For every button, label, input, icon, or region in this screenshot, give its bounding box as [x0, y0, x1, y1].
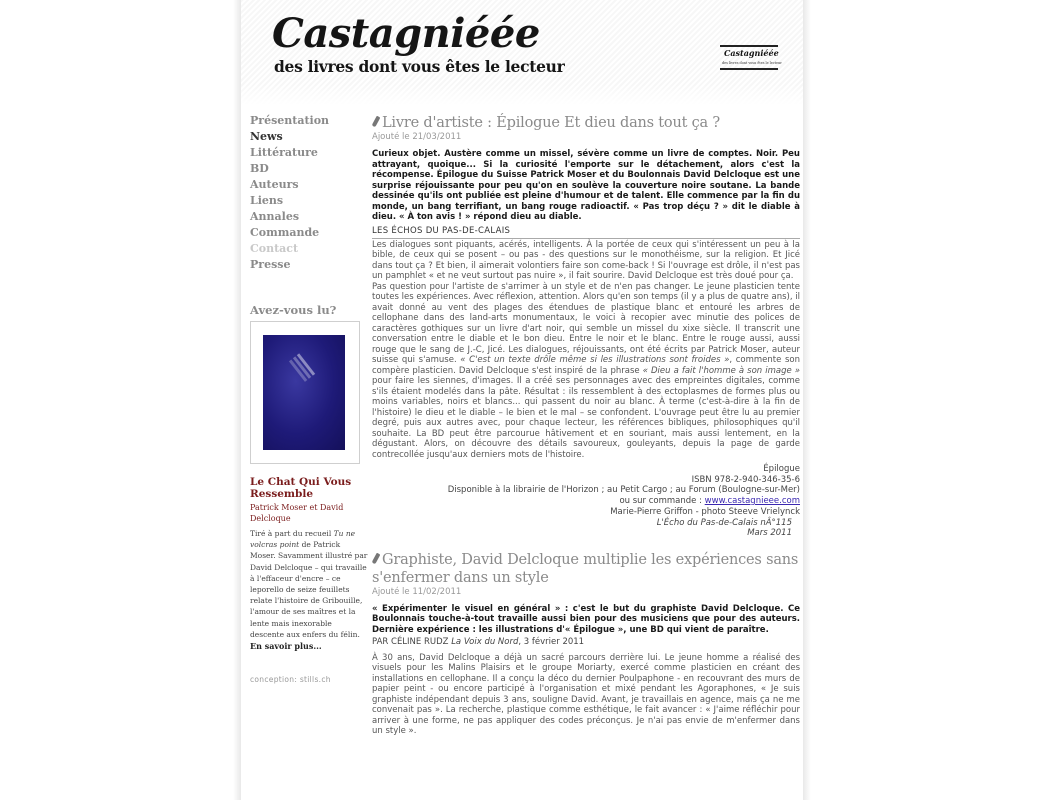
book-cover-frame[interactable]	[250, 321, 360, 464]
sidebar-book-authors: Patrick Moser et David Delcloque	[250, 503, 344, 523]
book-info-credit: Marie-Pierre Griffon - photo Steeve Vrielynck	[610, 506, 800, 517]
book-info-title: Épilogue	[763, 464, 800, 474]
mini-logo[interactable]	[720, 42, 782, 72]
desc-emphasis: Tu ne volcras point	[250, 529, 356, 550]
desc-text-2: de Patrick Moser. Savamment illustré par David Delcloque – qui travaille à l'effaceur d'encre – ce leporello de seize feuillets relate l'histoire de Gribouille, l'amour de ses maîtres et la lente mais inexorable descente aux enfers du félin.	[250, 540, 368, 639]
paragraph-text: Pas question pour l'artiste de s'arrimer à un style et de n'en pas changer. Le jeune plasticien tente toutes les expériences. Avec réflexion, attention. Alors qu'en son temps (il y a plus de quatre ans), il avait donné au vent des plages des étendues de plastique blanc et entouré les arbres de cellophane dans des land-arts monumentaux, le voici à recopier avec minutie des polices de caractères gothiques sur un livre d'art noir, qui semble un missel du xixe siècle. Il transcrit une conversation entre le diable et le bon dieu. Entre le noir et le blanc. Entre le rouge aussi, aussi rouge que le sang de J.-C, Jicé. Les dialogues, réjouissants, ont été écrits par Patrick Moser, auteur suisse qui s'amuse.	[372, 281, 800, 365]
page-container	[241, 0, 803, 800]
sidebar-more-link[interactable]: En savoir plus...	[250, 641, 322, 651]
sidebar-book-title[interactable]: Le Chat Qui Vous Ressemble	[250, 476, 352, 500]
article-title[interactable]	[372, 114, 800, 132]
site-logo-title[interactable]: Castagniéée	[272, 10, 540, 57]
nav-item-contact[interactable]: Contact	[250, 242, 299, 255]
design-credit[interactable]: conception: stills.ch	[250, 675, 331, 684]
book-info	[372, 464, 800, 539]
article-epilogue	[372, 114, 800, 539]
article-title-text[interactable]: Livre d'artiste : Épilogue Et dieu dans tout ça ?	[382, 115, 720, 131]
article-date: Ajouté le 21/03/2011	[372, 132, 462, 142]
order-text: ou sur commande :	[619, 496, 705, 507]
paragraph-text: pour faire les siennes, d'images. Il a créé ses personnages avec des empreintes digitales, comme s'ils étaient modelés dans la pâte. Résultat : ils ressemblent à des ectoplasmes de formes plus ou moins variables, noirs et blancs... qui passent du noir au blanc. À terme (c'est-à-dire à la fin de l'histoire) le dieu et le diable – le bien et le mal – se confondent. L'ouvrage peut être lu au premier degré, puis aux autres avec, pour chaque lecteur, les références bibliques, philosophiques qu'il souhaite. La BD peut être parcourue hâtivement et en souriant, mais aussi lentement, en la dégustant. Alors, on découvre des détails savoureux, gouleyants, depuis la page de garde contrecollée jusqu'aux derniers mots de l'histoire.	[372, 376, 800, 460]
nav-item-bd[interactable]: BD	[250, 162, 269, 175]
mini-logo-bar-top	[720, 45, 778, 47]
nav-item-presse[interactable]: Presse	[250, 258, 291, 271]
paragraph-quote: « Dieu a fait l'homme à son image »	[642, 365, 800, 376]
nav-item-litterature[interactable]: Littérature	[250, 146, 318, 159]
pen-icon	[372, 553, 381, 565]
book-info-availability: Disponible à la librairie de l'Horizon ; au Petit Cargo ; au Forum (Boulogne-sur-Mer)	[447, 485, 800, 496]
nav-item-news[interactable]: News	[250, 130, 283, 143]
article-lead: « Expérimenter le visuel en général » : c'est le but du graphiste David Delcloque. Ce Boulonnais touche-à-tout travaille aussi bien pour des musiciens que pour des auteurs. Dernière expérience : les illustrations d'« Épilogue », une BD qui vient de paraître.	[372, 603, 800, 635]
book-info-source	[372, 518, 800, 529]
main-nav	[250, 113, 360, 273]
byline-date: , 3 février 2011	[518, 637, 585, 648]
article-lead: Curieux objet. Austère comme un missel, sévère comme un livre de comptes. Noir. Peu attrayant, quoique... Si la curiosité l'emporte sur le détachement, alors c'est la récompense. Épilogue du Suisse Patrick Moser et du Boulonnais David Delcloque est une surprise réjouissante pour peu qu'on en soulève la couverture noire soutane. La bande dessinée qu'ils ont publiée est pleine d'humour et de talent. Elle commence par la fin du monde, un bang terrifiant, un bang rouge radioactif. « Pas trop déçu ? » dit le diable à dieu. « À ton avis ! » répond dieu au diable.	[372, 149, 800, 222]
sidebar-book-description	[250, 528, 368, 640]
paragraph-quote: « C'est un texte drôle même si les illustrations sont froides »	[460, 355, 730, 365]
mini-logo-tagline: des livres dont vous êtes le lecteur	[722, 61, 782, 65]
article-paragraph	[372, 282, 800, 461]
article-source-heading: LES ÉCHOS DU PAS-DE-CALAIS	[372, 226, 800, 239]
page-shadow-right	[803, 0, 811, 800]
desc-text-1: Tiré à part du recueil	[250, 529, 334, 538]
site-tagline: des livres dont vous êtes le lecteur	[274, 57, 565, 76]
byline-source: La Voix du Nord	[451, 637, 519, 648]
article-graphiste	[372, 551, 800, 737]
article-body	[372, 653, 800, 737]
nav-item-presentation[interactable]: Présentation	[250, 114, 330, 127]
main-content	[372, 114, 800, 737]
mini-logo-title: Castagniéée	[724, 48, 779, 58]
article-byline	[372, 637, 800, 648]
pen-icon	[372, 116, 381, 128]
order-link[interactable]: www.castagnieee.com	[704, 496, 800, 507]
article-body	[372, 240, 800, 461]
sidebar-heading: Avez-vous lu?	[250, 303, 337, 317]
nav-item-liens[interactable]: Liens	[250, 194, 284, 207]
paragraph-text: , commente son compère plasticien. David Delcloque s'est inspiré de la phrase	[372, 355, 800, 376]
mini-logo-bar-bottom	[720, 68, 778, 70]
source-text: L'Écho du Pas-de-Calais nÂ°115	[656, 517, 792, 528]
article-date: Ajouté le 11/02/2011	[372, 586, 462, 597]
byline-text: PAR CÉLINE RUDZ	[372, 637, 452, 648]
article-paragraph: Les dialogues sont piquants, acérés, intelligents. À la portée de ceux qui s'intéressent un peu à la bible, de ceux qui se posent – ou pas - des questions sur le monothéisme, sur la religion. Et Jicé dans tout ça ? Et bien, il aimerait volontiers faire son come-back ! Si l'ouvrage est drôle, il n'est pas un pamphlet « et ne veut surtout pas nuire », il fait sourire. David Delcloque est très doué pour ça.	[372, 239, 800, 281]
article-title-text[interactable]: Graphiste, David Delcloque multiplie les expériences sans s'enfermer dans un style	[372, 551, 799, 586]
article-title[interactable]	[372, 551, 800, 587]
nav-item-annales[interactable]: Annales	[250, 210, 300, 223]
book-info-isbn: ISBN 978-2-940-346-35-6	[691, 474, 800, 485]
book-cover-image[interactable]	[263, 335, 345, 450]
nav-item-commande[interactable]: Commande	[250, 226, 320, 239]
page-shadow-left	[233, 0, 241, 800]
article-paragraph: À 30 ans, David Delcloque a déjà un sacré parcours derrière lui. Le jeune homme a réalisé des visuels pour les Malins Plaisirs et le groupe Moriarty, exercé comme plasticien en créant des installations en cellophane. Il a conçu la déco du dernier Poulpaphone - en recouvrant des murs de papier peint - ou encore participé à l'organisation et mixé pendant les Agoraphones, « Je suis graphiste indépendant depuis 3 ans, souligne David. Avant, je travaillais en agence, mais ça ne me convenait pas ». La recherche, plastique comme esthétique, le fait avancer : « J'aime réfléchir pour arriver à une forme, ne pas appliquer des codes préconçus. Je n'ai pas envie de m'enfermer dans un style ».	[372, 652, 800, 737]
date-text: Mars 2011	[747, 528, 792, 539]
book-info-order	[372, 496, 800, 507]
book-info-date	[372, 528, 800, 539]
nav-item-auteurs[interactable]: Auteurs	[250, 178, 299, 191]
